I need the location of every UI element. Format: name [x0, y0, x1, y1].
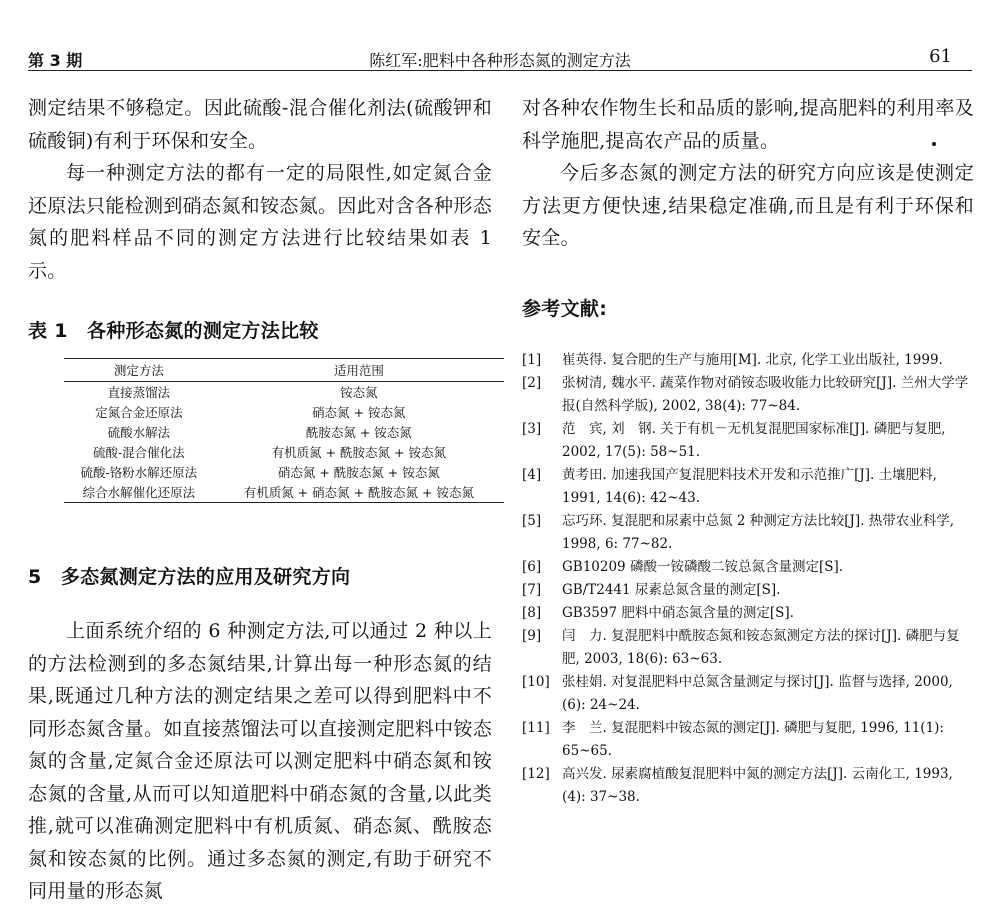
stray-dot-mark: [932, 142, 936, 146]
paragraph-future-direction: 今后多态氮的测定方法的研究方向应该是使测定方法更方便快速,结果稳定准确,而且是有利于环保和安全。: [522, 162, 974, 249]
table-cell-method: 直接蒸馏法: [107, 384, 171, 400]
reference-item: [522, 763, 974, 809]
table-cell-scope: 硝态氮 + 铵态氮: [312, 404, 406, 420]
reference-number: [10]: [522, 674, 550, 690]
reference-item: [522, 579, 974, 602]
reference-item: [522, 671, 974, 717]
reference-item: [522, 602, 974, 625]
article-running-title: 陈红军:肥料中各种形态氮的测定方法: [369, 51, 631, 70]
running-header: [28, 46, 972, 71]
table-cell-method: 硫酸-混合催化法: [92, 444, 185, 460]
right-column: [522, 92, 974, 809]
paragraph-continued-right: 对各种农作物生长和品质的影响,提高肥料的利用率及科学施肥,提高农产品的质量。: [522, 97, 974, 152]
reference-number: [9]: [522, 628, 542, 644]
table-row: [64, 442, 504, 462]
table-header-cell: 测定方法: [64, 358, 214, 381]
left-column: [28, 92, 492, 908]
references-heading: 参考文献:: [522, 297, 608, 320]
table-cell-scope: 有机质氮 + 硝态氮 + 酰胺态氮 + 铵态氮: [214, 482, 504, 503]
reference-number: [1]: [522, 352, 542, 368]
reference-number: [2]: [522, 375, 542, 391]
table-cell-scope: 硝态氮 + 酰胺态氮 + 铵态氮: [277, 464, 440, 480]
reference-text: 张树清, 魏水平. 蔬菜作物对硝铵态吸收能力比较研究[J]. 兰州大学学报(自然科学版), 2002, 38(4): 77~84.: [562, 375, 969, 414]
issue-number: 第 3 期: [28, 51, 83, 70]
reference-text: GB3597 肥料中硝态氮含量的测定[S].: [562, 605, 794, 621]
reference-text: 黄考田. 加速我国产复混肥料技术开发和示范推广[J]. 土壤肥料, 1991, 14(6): 42~43.: [562, 467, 937, 506]
table-row: [64, 381, 504, 402]
table-cell-method: 硫酸-铬粉水解还原法: [80, 464, 198, 480]
table-cell-method: 综合水解催化还原法: [64, 482, 214, 503]
table-cell-scope: 铵态氮: [340, 384, 378, 400]
reference-number: [5]: [522, 513, 542, 529]
reference-number: [12]: [522, 766, 550, 782]
reference-number: [8]: [522, 605, 542, 621]
section-heading: 5 多态氮测定方法的应用及研究方向: [28, 565, 351, 588]
reference-number: [7]: [522, 582, 542, 598]
table-cell-method: 硫酸水解法: [107, 424, 171, 440]
reference-item: [522, 625, 974, 671]
table-row: [64, 482, 504, 503]
reference-text: 高兴发. 尿素腐植酸复混肥料中氮的测定方法[J]. 云南化工, 1993, (4): 37~38.: [562, 766, 953, 805]
reference-item: [522, 556, 974, 579]
table-row: [64, 402, 504, 422]
page-number: 61: [929, 46, 952, 67]
table-caption: 表 1 各种形态氮的测定方法比较: [28, 320, 319, 342]
reference-number: [11]: [522, 720, 550, 736]
table-header-cell: 适用范围: [214, 358, 504, 381]
reference-item: [522, 349, 974, 372]
reference-item: [522, 510, 974, 556]
reference-item: [522, 464, 974, 510]
references-list: [522, 349, 974, 809]
reference-item: [522, 717, 974, 763]
reference-number: [4]: [522, 467, 542, 483]
reference-text: GB/T2441 尿素总氮含量的测定[S].: [562, 582, 781, 598]
reference-number: [6]: [522, 559, 542, 575]
table-row: [64, 462, 504, 482]
reference-text: 闫 力. 复混肥料中酰胺态氮和铵态氮测定方法的探讨[J]. 磷肥与复肥, 2003, 18(6): 63~63.: [562, 628, 960, 667]
reference-item: [522, 372, 974, 418]
reference-text: 忘巧环. 复混肥和尿素中总氮 2 种测定方法比较[J]. 热带农业科学, 1998, 6: 77~82.: [562, 513, 955, 552]
reference-text: 张桂娟. 对复混肥料中总氮含量测定与探讨[J]. 监督与选择, 2000, (6): 24~24.: [562, 674, 953, 713]
paragraph-limitations: 每一种测定方法的都有一定的局限性,如定氮合金还原法只能检测到硝态氮和铵态氮。因此对含各种形态氮的肥料样品不同的测定方法进行比较结果如表 1 示。: [28, 162, 492, 282]
table-cell-scope: 酰胺态氮 + 铵态氮: [305, 424, 412, 440]
table-cell-method: 定氮合金还原法: [95, 404, 183, 420]
reference-item: [522, 418, 974, 464]
reference-number: [3]: [522, 421, 542, 437]
paragraph-applications: 上面系统介绍的 6 种测定方法,可以通过 2 种以上的方法检测到的多态氮结果,计算出每一种形态氮的结果,既通过几种方法的测定结果之差可以得到肥料中不同形态氮含量。如直接蒸馏法可以直接测定肥料中铵态氮的含量,定氮合金还原法可以测定肥料中硝态氮和铵态氮的含量,从而可以知道肥料中硝态氮的含量,以此类推,就可以准确测定肥料中有机质氮、硝态氮、酰胺态氮和铵态氮的比例。通过多态氮的测定,有助于研究不同用量的形态氮: [28, 620, 492, 902]
table-header-row: [64, 358, 504, 381]
table-row: [64, 422, 504, 442]
reference-text: 李 兰. 复混肥料中铵态氮的测定[J]. 磷肥与复肥, 1996, 11(1): 65~65.: [562, 720, 944, 759]
reference-text: 崔英得. 复合肥的生产与施用[M]. 北京, 化学工业出版社, 1999.: [562, 352, 943, 368]
reference-text: GB10209 磷酸一铵磷酸二铵总氮含量测定[S].: [562, 559, 844, 575]
reference-text: 范 宾, 刘 钢. 关于有机－无机复混肥国家标准[J]. 磷肥与复肥, 2002, 17(5): 58~51.: [562, 421, 946, 460]
table-cell-scope: 有机质氮 + 酰胺态氮 + 铵态氮: [271, 444, 446, 460]
paragraph-continued: 测定结果不够稳定。因此硫酸-混合催化剂法(硫酸钾和硫酸铜)有利于环保和安全。: [28, 97, 492, 152]
methods-comparison-table: [64, 358, 504, 503]
